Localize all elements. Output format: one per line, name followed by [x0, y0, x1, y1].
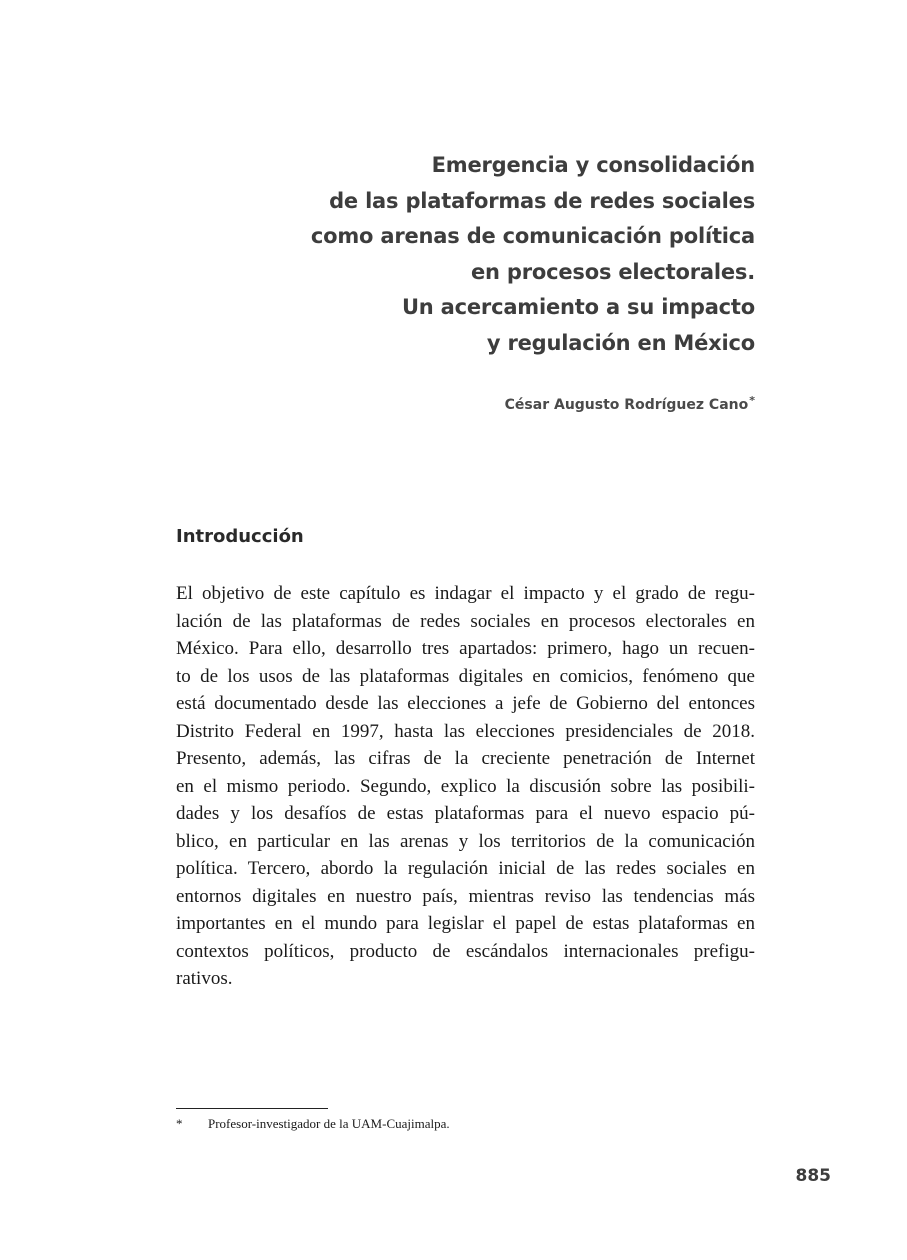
body-line: en el mismo periodo. Segundo, explico la discusión sobre las posibili- [176, 775, 755, 797]
footnote [176, 1116, 450, 1132]
body-line: to de los usos de las plataformas digitales en comicios, fenómeno que [176, 665, 755, 687]
author-name-text: César Augusto Rodríguez Cano [504, 397, 749, 413]
chapter-title-line: en procesos electorales. [471, 259, 755, 284]
body-line: dades y los desafíos de estas plataformas para el nuevo espacio pú- [176, 803, 755, 824]
body-line: blico, en particular en las arenas y los territorios de la comunicación [176, 830, 755, 852]
footnote-text: Profesor-investigador de la UAM-Cuajimalpa. [208, 1116, 450, 1131]
body-line: política. Tercero, abordo la regulación inicial de las redes sociales en [176, 858, 755, 879]
body-line: entornos digitales en nuestro país, mientras reviso las tendencias más [176, 885, 755, 907]
body-line: Presento, además, las cifras de la creciente penetración de Internet [176, 748, 755, 769]
chapter-title-line: Un acercamiento a su impacto [401, 295, 755, 319]
body-paragraph [176, 580, 755, 993]
body-line: Distrito Federal en 1997, hasta las elecciones presidenciales de 2018. [176, 720, 755, 742]
body-line: está documentado desde las elecciones a jefe de Gobierno del entonces [176, 693, 755, 714]
body-line: México. Para ello, desarrollo tres apartados: primero, hago un recuen- [176, 638, 755, 659]
chapter-title [235, 148, 755, 361]
author-footnote-mark: * [749, 394, 755, 407]
author-name [505, 394, 755, 413]
body-line: rativos. [176, 968, 233, 989]
page-number: 885 [795, 1166, 831, 1186]
chapter-title-line: Emergencia y consolidación [431, 153, 755, 177]
body-line: lación de las plataformas de redes sociales en procesos electorales en [176, 610, 755, 632]
footnote-mark: * [176, 1116, 183, 1131]
footnote-divider [176, 1108, 328, 1109]
chapter-title-line: de las plataformas de redes sociales [329, 188, 755, 213]
body-line: importantes en el mundo para legislar el papel de estas plataformas en [176, 913, 755, 934]
chapter-title-line: y regulación en México [486, 330, 755, 355]
body-line: contextos políticos, producto de escándalos internacionales prefigu- [176, 940, 755, 962]
body-line: El objetivo de este capítulo es indagar el impacto y el grado de regu- [176, 583, 755, 604]
chapter-title-line: como arenas de comunicación política [310, 224, 755, 248]
section-heading: Introducción [176, 526, 304, 547]
